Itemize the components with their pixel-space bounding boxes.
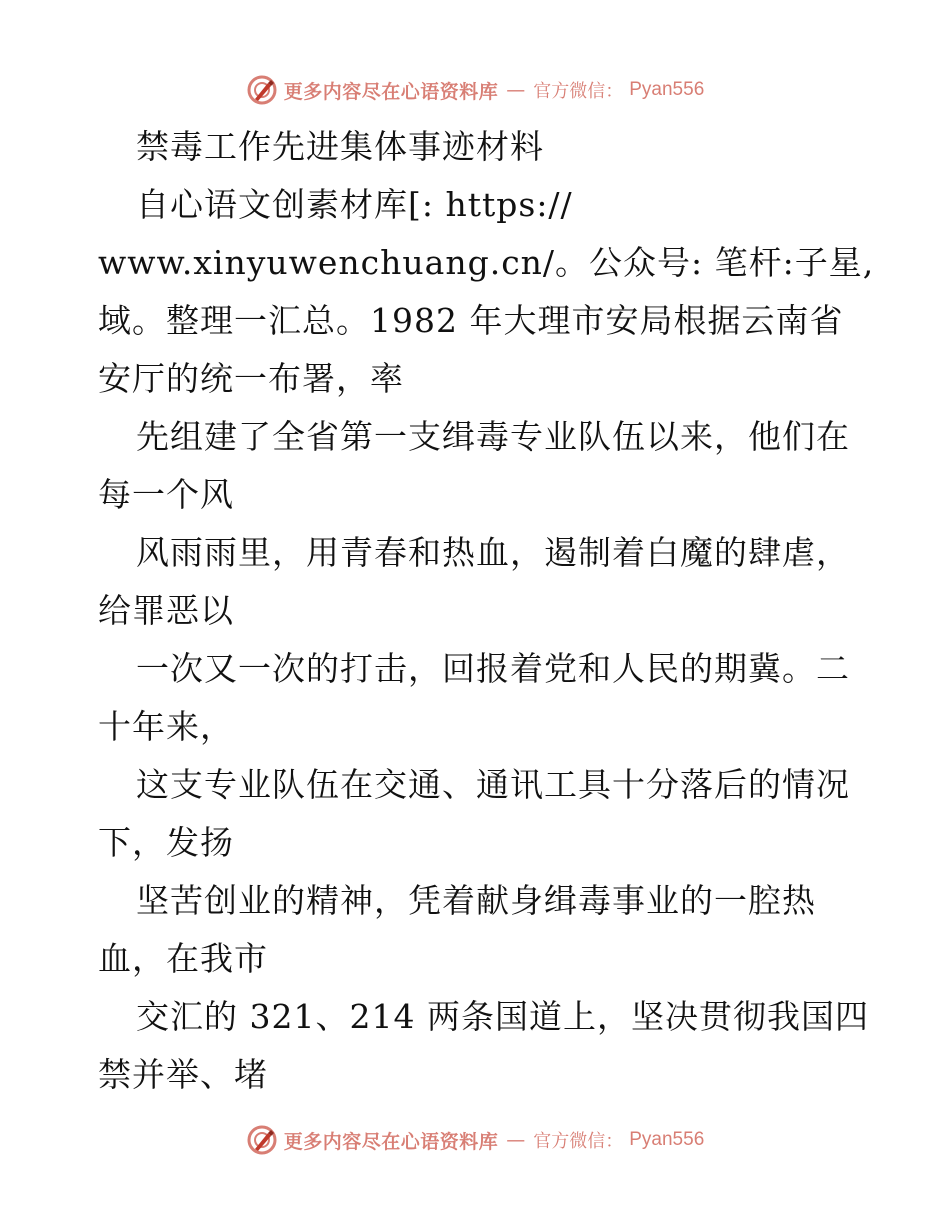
document-line: 交汇的 321、214 两条国道上，坚决贯彻我国四 <box>136 997 869 1036</box>
banner-wechat-label: 官方微信： <box>533 1131 624 1152</box>
document-line: 下，发扬 <box>98 823 234 862</box>
document-line: 域。整理一汇总。1982 年大理市安局根据云南省 <box>98 301 844 340</box>
document-body <box>98 118 875 1104</box>
document-line: 十年来， <box>98 707 234 746</box>
document-line: 自心语文创素材库[: https:// <box>136 185 573 224</box>
banner-dash: — <box>506 1129 526 1151</box>
banner-brand-text: 更多内容尽在心语资料库 <box>283 1130 499 1153</box>
footer-banner <box>0 1120 950 1160</box>
document-line: 每一个风 <box>98 475 234 514</box>
document-line: 一次又一次的打击，回报着党和人民的期冀。二 <box>136 649 850 688</box>
document-line: 禁并举、堵 <box>98 1055 268 1094</box>
pen-logo-icon <box>246 1124 278 1156</box>
document-line: 给罪恶以 <box>98 591 234 630</box>
header-banner <box>0 70 950 110</box>
document-line: 这支专业队伍在交通、通讯工具十分落后的情况 <box>136 765 850 804</box>
banner-wechat-id: Pyan556 <box>629 1129 705 1150</box>
document-line: www.xinyuwenchuang.cn/。公众号: 笔杆:子星, <box>98 243 875 282</box>
banner-wechat-id: Pyan556 <box>629 79 705 100</box>
pen-logo-icon <box>246 74 278 106</box>
document-line: 安厅的统一布署，率 <box>98 359 404 398</box>
banner-wechat-label: 官方微信： <box>533 81 624 102</box>
document-line: 风雨雨里，用青春和热血，遏制着白魔的肆虐， <box>136 533 850 572</box>
banner-dash: — <box>506 79 526 101</box>
document-line: 先组建了全省第一支缉毒专业队伍以来，他们在 <box>136 417 850 456</box>
banner-brand-text: 更多内容尽在心语资料库 <box>283 80 499 103</box>
document-title: 禁毒工作先进集体事迹材料 <box>136 127 544 166</box>
document-line: 血，在我市 <box>98 939 268 978</box>
document-line: 坚苦创业的精神，凭着献身缉毒事业的一腔热 <box>136 881 816 920</box>
